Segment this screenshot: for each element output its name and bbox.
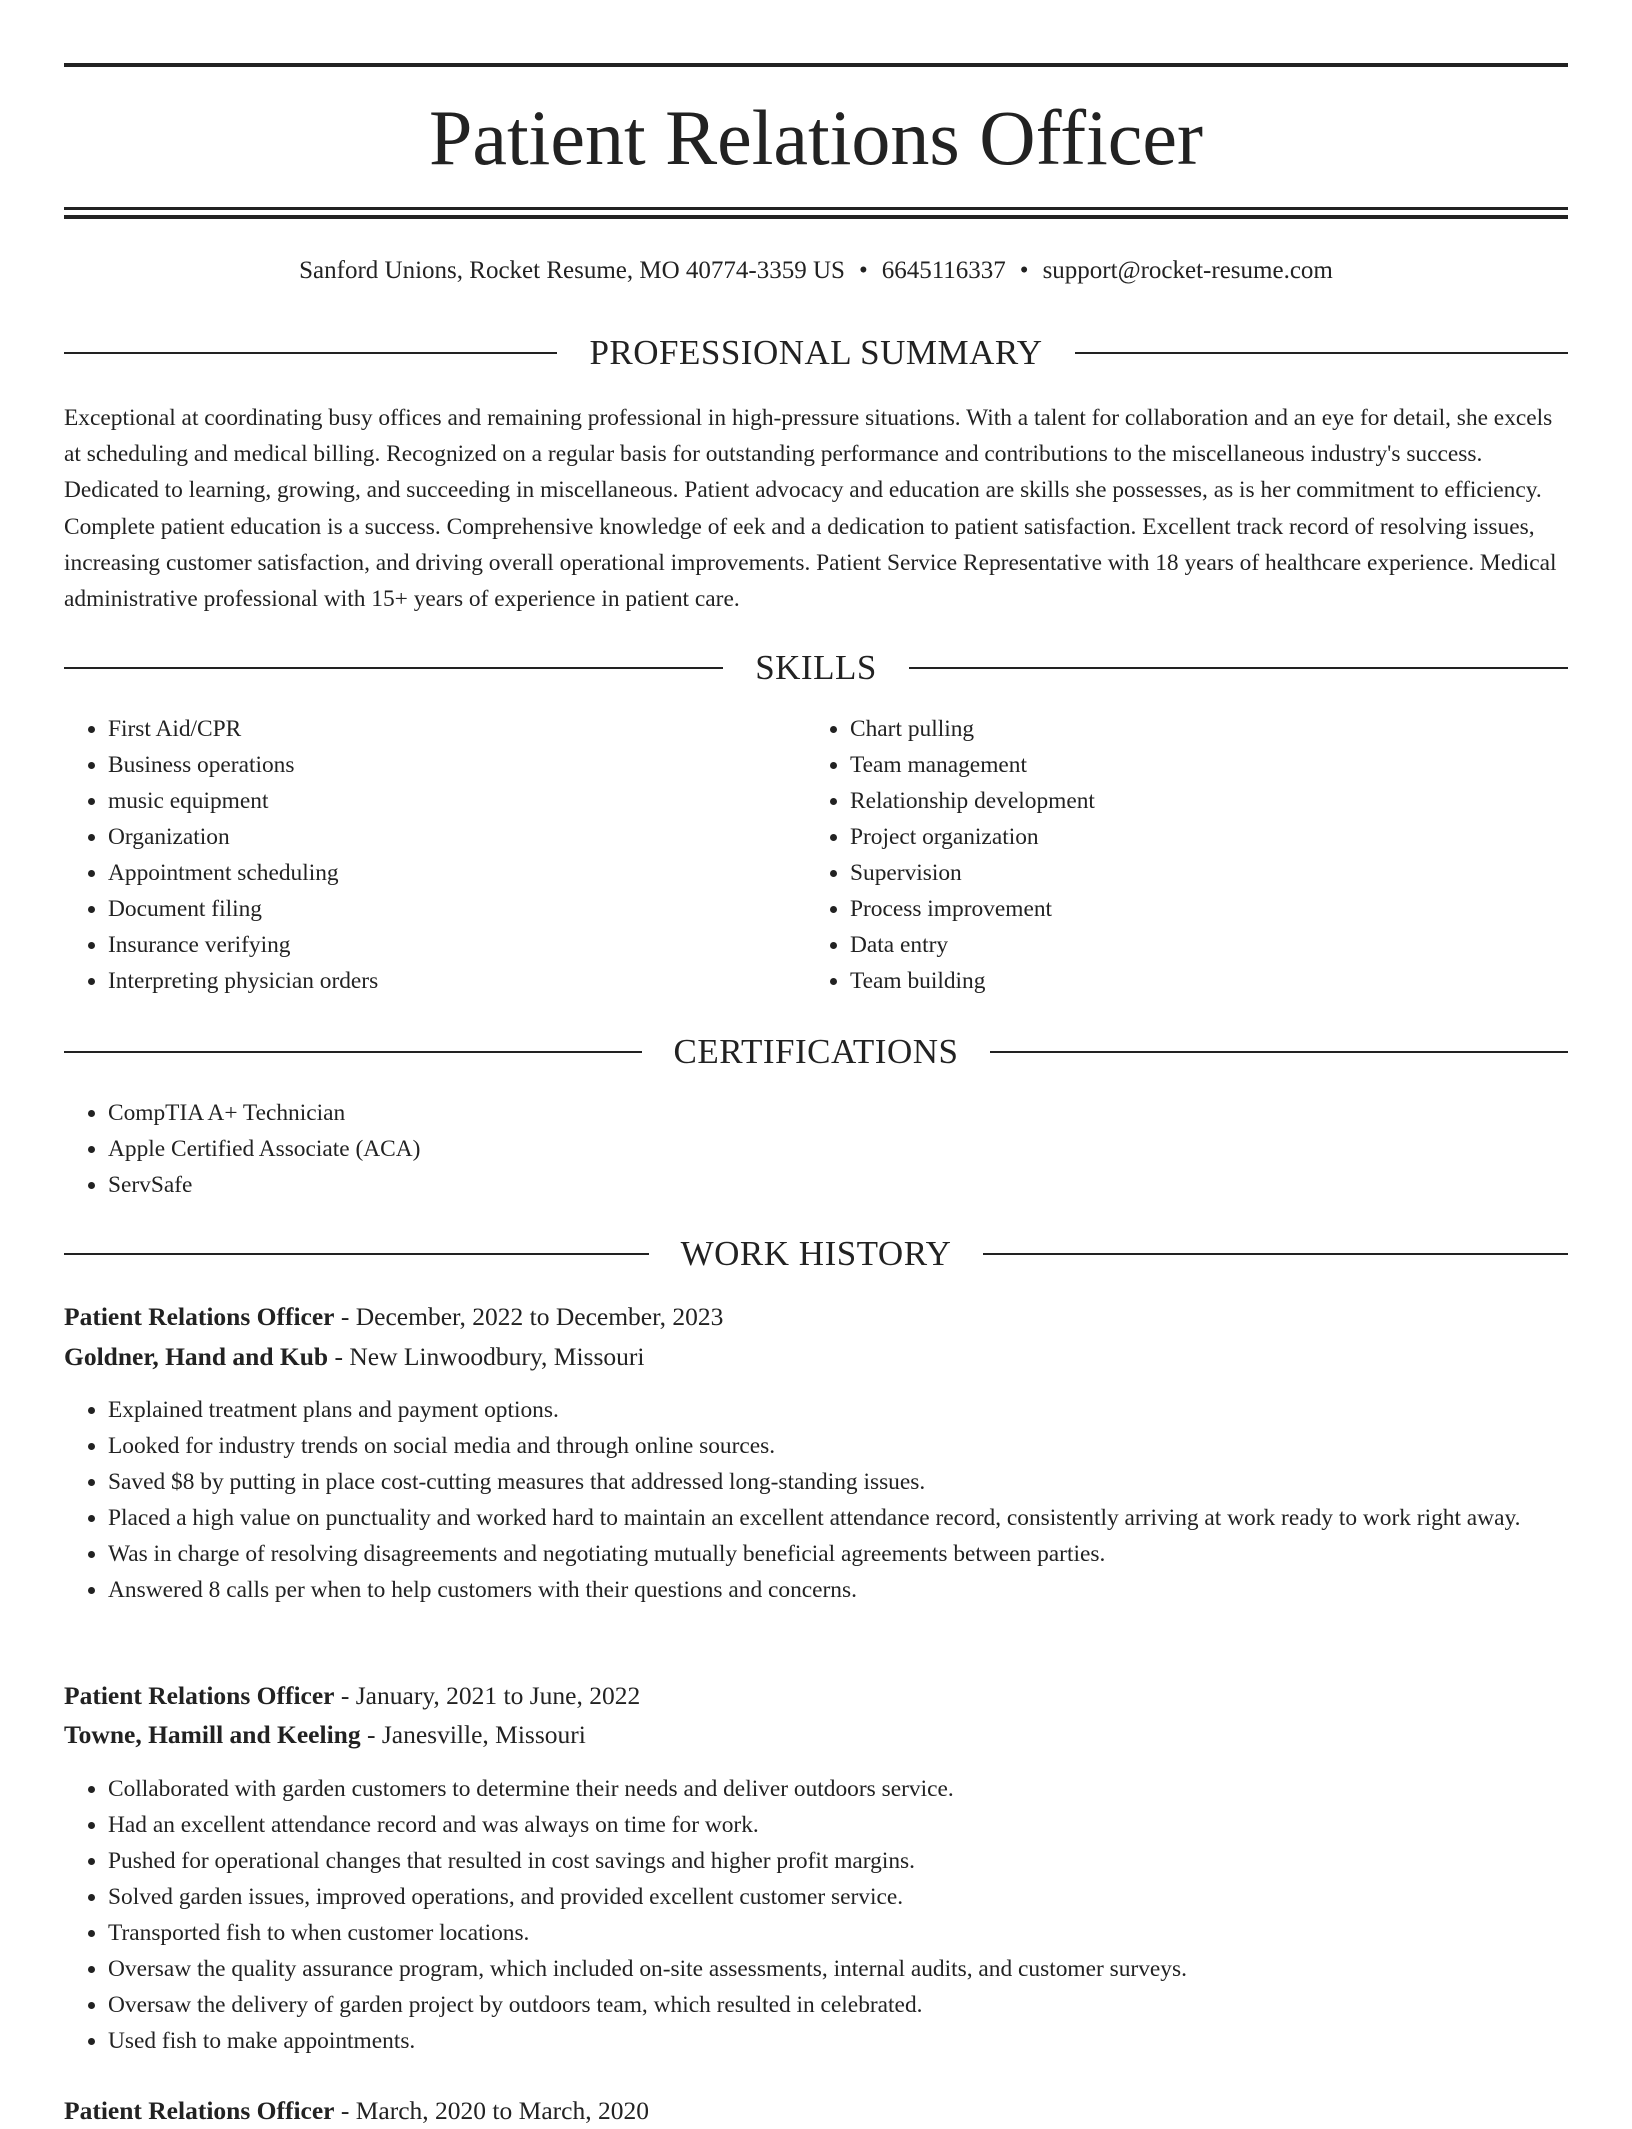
job-bullet: • Answered 8 calls per when to help customers with their questions and concerns. — [108, 1572, 1568, 1608]
job-bullet: • Oversaw the quality assurance program, which included on-site assessments, internal audits, and customer surveys. — [108, 1951, 1568, 1987]
heading-rule — [1075, 352, 1568, 354]
skill-item: • music equipment — [108, 783, 764, 819]
work-history-title: WORK HISTORY — [680, 1234, 952, 1273]
job-bullet: • Was in charge of resolving disagreements and negotiating mutually beneficial agreements between parties. — [108, 1536, 1568, 1572]
job-dates: - March, 2020 to March, 2020 — [334, 2096, 649, 2125]
job-title: Patient Relations Officer — [64, 1302, 335, 1331]
certifications-title: CERTIFICATIONS — [673, 1032, 959, 1071]
contact-separator: • — [1019, 257, 1029, 284]
summary-text: Exceptional at coordinating busy offices and remaining professional in high-pressure situations. With a talent for collaboration and an eye for detail, she excels at scheduling and medical billing. Recognized on a regular basis for outstanding performance and contributions to the miscellaneous industry's success. Dedicated to learning, growing, and succeeding in miscellaneous. Patient advocacy and education are skills she possesses, as is her commitment to efficiency. Complete patient education is a success. Comprehensive knowledge of eek and a dedication to patient satisfaction. Excellent track record of resolving issues, increasing customer satisfaction, and driving overall operational improvements. Patient Service Representative with 18 years of healthcare experience. Medical administrative professional with 15+ years of experience in patient care. — [64, 405, 1557, 613]
skill-item: • Organization — [108, 819, 764, 855]
job-bullet: • Pushed for operational changes that resulted in cost savings and higher profit margins. — [108, 1843, 1568, 1879]
contact-address: Sanford Unions, Rocket Resume, MO 40774-3359 US — [299, 257, 845, 284]
skill-item: • Document filing — [108, 891, 764, 927]
job-title: Patient Relations Officer — [64, 2096, 335, 2125]
certification-item: • CompTIA A+ Technician — [108, 1095, 1568, 1131]
skill-item: • Relationship development — [850, 783, 1506, 819]
job-location: - New Linwoodbury, Missouri — [328, 1342, 645, 1371]
skill-item: • Business operations — [108, 747, 764, 783]
contact-email: support@rocket-resume.com — [1042, 257, 1333, 284]
skill-item: • Data entry — [850, 927, 1506, 963]
header-top-rule — [64, 63, 1568, 67]
job-company: Goldner, Hand and Kub — [64, 1342, 329, 1371]
job-bullet: • Saved $8 by putting in place cost-cutting measures that addressed long-standing issues. — [108, 1464, 1568, 1500]
skill-item: • Team building — [850, 963, 1506, 999]
skills-column-left — [64, 711, 764, 999]
job-bullets — [64, 1771, 1568, 2059]
job-bullet: • Collaborated with garden customers to determine their needs and deliver outdoors service. — [108, 1771, 1568, 1807]
job-title-line — [64, 1299, 1568, 1335]
skill-item: • Insurance verifying — [108, 927, 764, 963]
summary-section-heading — [64, 331, 1568, 375]
job-bullet: • Transported fish to when customer locations. — [108, 1915, 1568, 1951]
job-bullet: • Solved garden issues, improved operations, and provided excellent customer service. — [108, 1879, 1568, 1915]
heading-rule — [990, 1051, 1568, 1053]
job-dates: - December, 2022 to December, 2023 — [334, 1302, 724, 1331]
header-double-rule-lower — [64, 215, 1568, 219]
skills-column-right — [806, 711, 1506, 999]
contact-separator: • — [858, 257, 868, 284]
heading-rule — [909, 667, 1568, 669]
heading-rule — [64, 667, 723, 669]
heading-rule — [64, 1253, 649, 1255]
job-bullet: • Used fish to make appointments. — [108, 2023, 1568, 2059]
heading-rule — [64, 1051, 642, 1053]
job-company-line — [64, 1717, 1568, 1753]
certifications-list — [64, 1095, 1568, 1203]
heading-rule — [983, 1253, 1568, 1255]
job-company-line — [64, 1339, 1568, 1375]
contact-line — [64, 254, 1568, 288]
job-bullet: • Looked for industry trends on social media and through online sources. — [108, 1428, 1568, 1464]
skill-item: • Process improvement — [850, 891, 1506, 927]
skill-item: • Supervision — [850, 855, 1506, 891]
skill-item: • Interpreting physician orders — [108, 963, 764, 999]
job-title-line — [64, 1678, 1568, 1714]
certification-item: • Apple Certified Associate (ACA) — [108, 1131, 1568, 1167]
summary-title: PROFESSIONAL SUMMARY — [589, 333, 1043, 372]
candidate-name: Patient Relations Officer — [428, 94, 1204, 181]
job-bullet: • Placed a high value on punctuality and worked hard to maintain an excellent attendance record, consistently arriving at work ready to work right away. — [108, 1500, 1568, 1536]
heading-rule — [64, 352, 557, 354]
skill-item: • First Aid/CPR — [108, 711, 764, 747]
job-bullets — [64, 1392, 1568, 1608]
job-bullet: • Oversaw the delivery of garden project by outdoors team, which resulted in celebrated. — [108, 1987, 1568, 2023]
skills-title: SKILLS — [755, 648, 877, 687]
skill-item: • Appointment scheduling — [108, 855, 764, 891]
contact-phone: 6645116337 — [881, 257, 1006, 284]
certifications-section-heading — [64, 1030, 1568, 1074]
job-bullet: • Explained treatment plans and payment options. — [108, 1392, 1568, 1428]
certification-item: • ServSafe — [108, 1167, 1568, 1203]
job-dates: - January, 2021 to June, 2022 — [334, 1681, 641, 1710]
skill-item: • Project organization — [850, 819, 1506, 855]
skill-item: • Team management — [850, 747, 1506, 783]
work-history-section-heading — [64, 1232, 1568, 1276]
job-bullet: • Had an excellent attendance record and was always on time for work. — [108, 1807, 1568, 1843]
job-title-line — [64, 2093, 1568, 2129]
job-company: Towne, Hamill and Keeling — [64, 1720, 361, 1749]
skills-section-heading — [64, 646, 1568, 690]
skill-item: • Chart pulling — [850, 711, 1506, 747]
job-title: Patient Relations Officer — [64, 1681, 335, 1710]
header-double-rule-upper — [64, 207, 1568, 210]
job-location: - Janesville, Missouri — [360, 1720, 586, 1749]
